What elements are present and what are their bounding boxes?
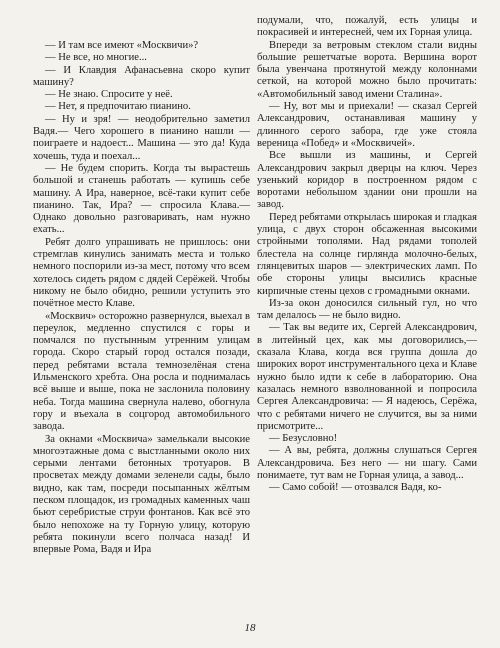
right-column bbox=[257, 15, 477, 495]
paragraph: — Не будем спорить. Когда ты вырастешь большой и станешь работать — купишь себе машину. А Ира, наверное, всё-таки купит себе пианино. Так, Ира? — спросила Клава.— Однако довольно разговаривать, нам нужно ехать... bbox=[33, 162, 250, 236]
page-number: 18 bbox=[244, 622, 256, 634]
paragraph: — Не знаю. Спросите у неё. bbox=[45, 89, 173, 101]
paragraph: Из-за окон доносился сильный гул, но что там делалось — не было видно. bbox=[257, 297, 477, 322]
paragraph: — Безусловно! bbox=[269, 433, 338, 445]
paragraph: Впереди за ветровым стеклом стали видны большие решетчатые ворота. Вершина ворот была увенчана протянутой между колоннами сеткой, на которой можно было прочитать: «Автомобильный завод имени Сталина». bbox=[257, 39, 477, 100]
paragraph: — Не все, но многие... bbox=[45, 52, 147, 64]
paragraph: Все вышли из машины, и Сергей Александрович закрыл дверцы на ключ. Через узенький коридор в построенном рядом с воротами небольшом здании они прошли на завод. bbox=[257, 150, 477, 211]
paragraph: подумали, что, пожалуй, есть улицы и покрасивей и интересней, чем их Горная улица. bbox=[257, 15, 477, 39]
paragraph: За окнами «Москвича» замелькали высокие многоэтажные дома с выстланными около них серыми лентами бетонных тротуаров. В просветах между домами зеленели сады, было видно, как там, посреди посыпанных жёлтым песком площадок, из громадных каменных чаш бьют серебристые струи фонтанов. Как всё это было непохоже на ту Горную улицу, которую ребята покинули всего полчаса назад! И впервые Рома, Вадя и Ира bbox=[33, 433, 250, 556]
paragraph: — Ну, вот мы и приехали! — сказал Сергей Александрович, останавливая машину у длинного серого забора, где уже стояла вереница «Побед» и «Москвичей». bbox=[257, 101, 477, 149]
paragraph: «Москвич» осторожно развернулся, выехал в переулок, медленно спустился с горы и помчался по пустынным утренним улицам города. Скоро старый город остался позади, перед ребятами встала темнозелёная стена Ильменского хребта. Она росла и поднималась всё выше и выше, пока не заслонила половину неба. Тогда машина свернула налево, обогнула гору и въехала в соцгород автомобильного завода. bbox=[33, 310, 250, 433]
paragraph: — Ну и зря! — неодобрительно заметил Вадя.— Чего хорошего в пианино нашли — поиграете и надоест... Машина — это да! Куда хочешь, туда и поехал... bbox=[33, 113, 250, 162]
paragraph: — И Клавдия Афанасьевна скоро купит машину? bbox=[33, 64, 250, 88]
paragraph: Перед ребятами открылась широкая и гладкая улица, с двух сторон обсаженная высокими стройными тополями. Над рядами тополей блестела на солнце гирлянда молочно-белых, глянцевитых шаров — электрических ламп. По обе стороны улицы высились красные кирпичные стены цехов с громадными окнами. bbox=[257, 211, 477, 297]
paragraph: — Само собой! — отозвался Вадя, ко- bbox=[269, 482, 442, 494]
paragraph: — И там все имеют «Москвичи»? bbox=[45, 40, 199, 51]
left-column bbox=[33, 40, 250, 556]
paragraph: — А вы, ребята, должны слушаться Сергея Александровича. Без него — ни шагу. Сами понимаете, тут вам не Горная улица, а завод... bbox=[257, 445, 477, 481]
paragraph: — Так вы ведите их, Сергей Александрович, в литейный цех, как мы договорились,— сказала Клава, когда вся группа дошла до широких ворот инструментального цеха и Клаве нужно было идти к себе в лабораторию. Она казалась немного взволнованной и попросила Сергея Александровича: — Я надеюсь, Серёжа, что с ребятами ничего не случится, вы за ними присмотрите... bbox=[257, 322, 477, 432]
paragraph: — Нет, я предпочитаю пианино. bbox=[45, 101, 191, 113]
paragraph: Ребят долго упрашивать не пришлось: они стремглав кинулись занимать места и только немного поспорили из-за мест, потому что всем хотелось сидеть рядом с дядей Серёжей. Чтобы никому не было обидно, решили уступить это почётное место Клаве. bbox=[33, 236, 250, 310]
